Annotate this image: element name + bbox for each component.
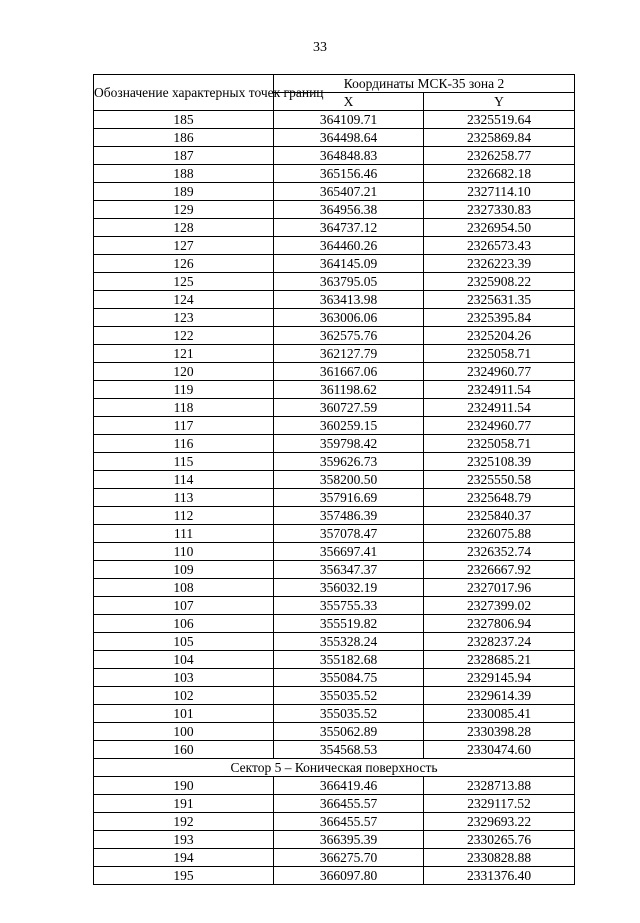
x-coordinate-cell: 364737.12 (274, 219, 424, 237)
x-coordinate-cell: 366455.57 (274, 813, 424, 831)
sector-section (94, 759, 575, 777)
table-row (94, 525, 575, 543)
y-coordinate-cell: 2327806.94 (424, 615, 575, 633)
y-coordinate-cell: 2325869.84 (424, 129, 575, 147)
table-row (94, 813, 575, 831)
table-row (94, 651, 575, 669)
point-id-cell: 101 (94, 705, 274, 723)
y-coordinate-cell: 2331376.40 (424, 867, 575, 885)
table-row (94, 471, 575, 489)
table-header (94, 75, 575, 111)
y-coordinate-cell: 2325058.71 (424, 435, 575, 453)
point-id-cell: 126 (94, 255, 274, 273)
y-coordinate-cell: 2328685.21 (424, 651, 575, 669)
table-row (94, 111, 575, 129)
table-row (94, 633, 575, 651)
table-body (94, 111, 575, 759)
point-id-cell: 192 (94, 813, 274, 831)
point-id-cell: 120 (94, 363, 274, 381)
x-coordinate-cell: 355035.52 (274, 705, 424, 723)
table-row (94, 687, 575, 705)
point-id-cell: 105 (94, 633, 274, 651)
point-id-cell: 113 (94, 489, 274, 507)
point-id-cell: 188 (94, 165, 274, 183)
y-coordinate-cell: 2326954.50 (424, 219, 575, 237)
page-number: 33 (313, 40, 327, 55)
table-row (94, 255, 575, 273)
x-coordinate-cell: 364460.26 (274, 237, 424, 255)
table-row (94, 489, 575, 507)
point-id-cell: 186 (94, 129, 274, 147)
y-coordinate-cell: 2325631.35 (424, 291, 575, 309)
table-row (94, 453, 575, 471)
table-row (94, 291, 575, 309)
x-coordinate-cell: 355035.52 (274, 687, 424, 705)
table-row (94, 543, 575, 561)
y-coordinate-cell: 2326258.77 (424, 147, 575, 165)
x-coordinate-cell: 366097.80 (274, 867, 424, 885)
x-coordinate-cell: 356697.41 (274, 543, 424, 561)
table-row (94, 435, 575, 453)
y-coordinate-cell: 2326352.74 (424, 543, 575, 561)
y-coordinate-cell: 2329693.22 (424, 813, 575, 831)
y-coordinate-cell: 2324960.77 (424, 363, 575, 381)
point-id-cell: 123 (94, 309, 274, 327)
x-coordinate-cell: 364109.71 (274, 111, 424, 129)
x-coordinate-cell: 355755.33 (274, 597, 424, 615)
y-coordinate-cell: 2329614.39 (424, 687, 575, 705)
point-id-cell: 193 (94, 831, 274, 849)
y-coordinate-cell: 2325108.39 (424, 453, 575, 471)
y-coordinate-cell: 2329145.94 (424, 669, 575, 687)
x-coordinate-cell: 366419.46 (274, 777, 424, 795)
point-id-cell: 121 (94, 345, 274, 363)
point-id-cell: 124 (94, 291, 274, 309)
table-row (94, 327, 575, 345)
table-row (94, 381, 575, 399)
y-coordinate-cell: 2325550.58 (424, 471, 575, 489)
point-id-cell: 100 (94, 723, 274, 741)
point-id-cell: 117 (94, 417, 274, 435)
point-id-cell: 189 (94, 183, 274, 201)
y-coordinate-cell: 2327399.02 (424, 597, 575, 615)
x-coordinate-cell: 355062.89 (274, 723, 424, 741)
table-row (94, 579, 575, 597)
table-row (94, 507, 575, 525)
table-row (94, 399, 575, 417)
point-id-cell: 112 (94, 507, 274, 525)
sector-title: Сектор 5 – Коническая поверхность (94, 759, 575, 777)
table-row (94, 147, 575, 165)
x-coordinate-cell: 364956.38 (274, 201, 424, 219)
point-id-cell: 127 (94, 237, 274, 255)
point-id-cell: 118 (94, 399, 274, 417)
y-coordinate-cell: 2325840.37 (424, 507, 575, 525)
y-coordinate-cell: 2330398.28 (424, 723, 575, 741)
y-coordinate-cell: 2327330.83 (424, 201, 575, 219)
sector-table-body (94, 777, 575, 885)
table-row (94, 867, 575, 885)
table-row (94, 345, 575, 363)
coordinates-table (93, 74, 575, 885)
point-id-cell: 102 (94, 687, 274, 705)
point-id-cell: 122 (94, 327, 274, 345)
table-row (94, 129, 575, 147)
table-row (94, 831, 575, 849)
y-coordinate-cell: 2325204.26 (424, 327, 575, 345)
x-coordinate-cell: 365156.46 (274, 165, 424, 183)
x-coordinate-cell: 359626.73 (274, 453, 424, 471)
table-row (94, 201, 575, 219)
x-coordinate-cell: 361667.06 (274, 363, 424, 381)
x-coordinate-cell: 363413.98 (274, 291, 424, 309)
x-coordinate-cell: 355182.68 (274, 651, 424, 669)
x-column-header: X (274, 93, 424, 111)
point-id-cell: 194 (94, 849, 274, 867)
x-coordinate-cell: 357486.39 (274, 507, 424, 525)
x-coordinate-cell: 364498.64 (274, 129, 424, 147)
y-coordinate-cell: 2330474.60 (424, 741, 575, 759)
y-coordinate-cell: 2327017.96 (424, 579, 575, 597)
point-id-cell: 185 (94, 111, 274, 129)
x-coordinate-cell: 363795.05 (274, 273, 424, 291)
coordinates-header: Координаты МСК-35 зона 2 (274, 75, 575, 93)
y-column-header: Y (424, 93, 575, 111)
y-coordinate-cell: 2330085.41 (424, 705, 575, 723)
point-id-cell: 187 (94, 147, 274, 165)
x-coordinate-cell: 365407.21 (274, 183, 424, 201)
table-row (94, 777, 575, 795)
table-row (94, 615, 575, 633)
point-id-cell: 110 (94, 543, 274, 561)
table-row (94, 705, 575, 723)
x-coordinate-cell: 364145.09 (274, 255, 424, 273)
point-id-cell: 104 (94, 651, 274, 669)
x-coordinate-cell: 355328.24 (274, 633, 424, 651)
x-coordinate-cell: 356347.37 (274, 561, 424, 579)
x-coordinate-cell: 360259.15 (274, 417, 424, 435)
y-coordinate-cell: 2324911.54 (424, 381, 575, 399)
y-coordinate-cell: 2326682.18 (424, 165, 575, 183)
y-coordinate-cell: 2326075.88 (424, 525, 575, 543)
x-coordinate-cell: 359798.42 (274, 435, 424, 453)
x-coordinate-cell: 362127.79 (274, 345, 424, 363)
x-coordinate-cell: 360727.59 (274, 399, 424, 417)
x-coordinate-cell: 366455.57 (274, 795, 424, 813)
x-coordinate-cell: 366275.70 (274, 849, 424, 867)
y-coordinate-cell: 2325519.64 (424, 111, 575, 129)
x-coordinate-cell: 357916.69 (274, 489, 424, 507)
y-coordinate-cell: 2328713.88 (424, 777, 575, 795)
table-row (94, 309, 575, 327)
y-coordinate-cell: 2325648.79 (424, 489, 575, 507)
point-id-cell: 116 (94, 435, 274, 453)
y-coordinate-cell: 2325058.71 (424, 345, 575, 363)
x-coordinate-cell: 355519.82 (274, 615, 424, 633)
y-coordinate-cell: 2327114.10 (424, 183, 575, 201)
point-id-cell: 111 (94, 525, 274, 543)
table-row (94, 597, 575, 615)
x-coordinate-cell: 354568.53 (274, 741, 424, 759)
y-coordinate-cell: 2329117.52 (424, 795, 575, 813)
point-id-cell: 125 (94, 273, 274, 291)
y-coordinate-cell: 2328237.24 (424, 633, 575, 651)
y-coordinate-cell: 2326573.43 (424, 237, 575, 255)
point-id-cell: 114 (94, 471, 274, 489)
point-designation-header: Обозначение характерных точек границ (94, 75, 274, 111)
y-coordinate-cell: 2330265.76 (424, 831, 575, 849)
table-row (94, 417, 575, 435)
x-coordinate-cell: 364848.83 (274, 147, 424, 165)
y-coordinate-cell: 2326223.39 (424, 255, 575, 273)
point-id-cell: 103 (94, 669, 274, 687)
sector-row (94, 759, 575, 777)
x-coordinate-cell: 357078.47 (274, 525, 424, 543)
table-row (94, 741, 575, 759)
y-coordinate-cell: 2325908.22 (424, 273, 575, 291)
x-coordinate-cell: 355084.75 (274, 669, 424, 687)
table-row (94, 669, 575, 687)
point-id-cell: 108 (94, 579, 274, 597)
point-id-cell: 191 (94, 795, 274, 813)
table-row (94, 849, 575, 867)
table-row (94, 183, 575, 201)
table-row (94, 273, 575, 291)
y-coordinate-cell: 2325395.84 (424, 309, 575, 327)
x-coordinate-cell: 358200.50 (274, 471, 424, 489)
x-coordinate-cell: 362575.76 (274, 327, 424, 345)
point-id-cell: 195 (94, 867, 274, 885)
x-coordinate-cell: 366395.39 (274, 831, 424, 849)
point-id-cell: 115 (94, 453, 274, 471)
table-row (94, 219, 575, 237)
y-coordinate-cell: 2326667.92 (424, 561, 575, 579)
x-coordinate-cell: 363006.06 (274, 309, 424, 327)
point-id-cell: 128 (94, 219, 274, 237)
table-row (94, 561, 575, 579)
y-coordinate-cell: 2324911.54 (424, 399, 575, 417)
y-coordinate-cell: 2324960.77 (424, 417, 575, 435)
table-row (94, 237, 575, 255)
point-id-cell: 129 (94, 201, 274, 219)
x-coordinate-cell: 356032.19 (274, 579, 424, 597)
point-id-cell: 109 (94, 561, 274, 579)
point-id-cell: 190 (94, 777, 274, 795)
y-coordinate-cell: 2330828.88 (424, 849, 575, 867)
table-row (94, 363, 575, 381)
point-id-cell: 119 (94, 381, 274, 399)
x-coordinate-cell: 361198.62 (274, 381, 424, 399)
point-id-cell: 106 (94, 615, 274, 633)
point-id-cell: 160 (94, 741, 274, 759)
table-row (94, 795, 575, 813)
point-id-cell: 107 (94, 597, 274, 615)
table-row (94, 723, 575, 741)
table-row (94, 165, 575, 183)
